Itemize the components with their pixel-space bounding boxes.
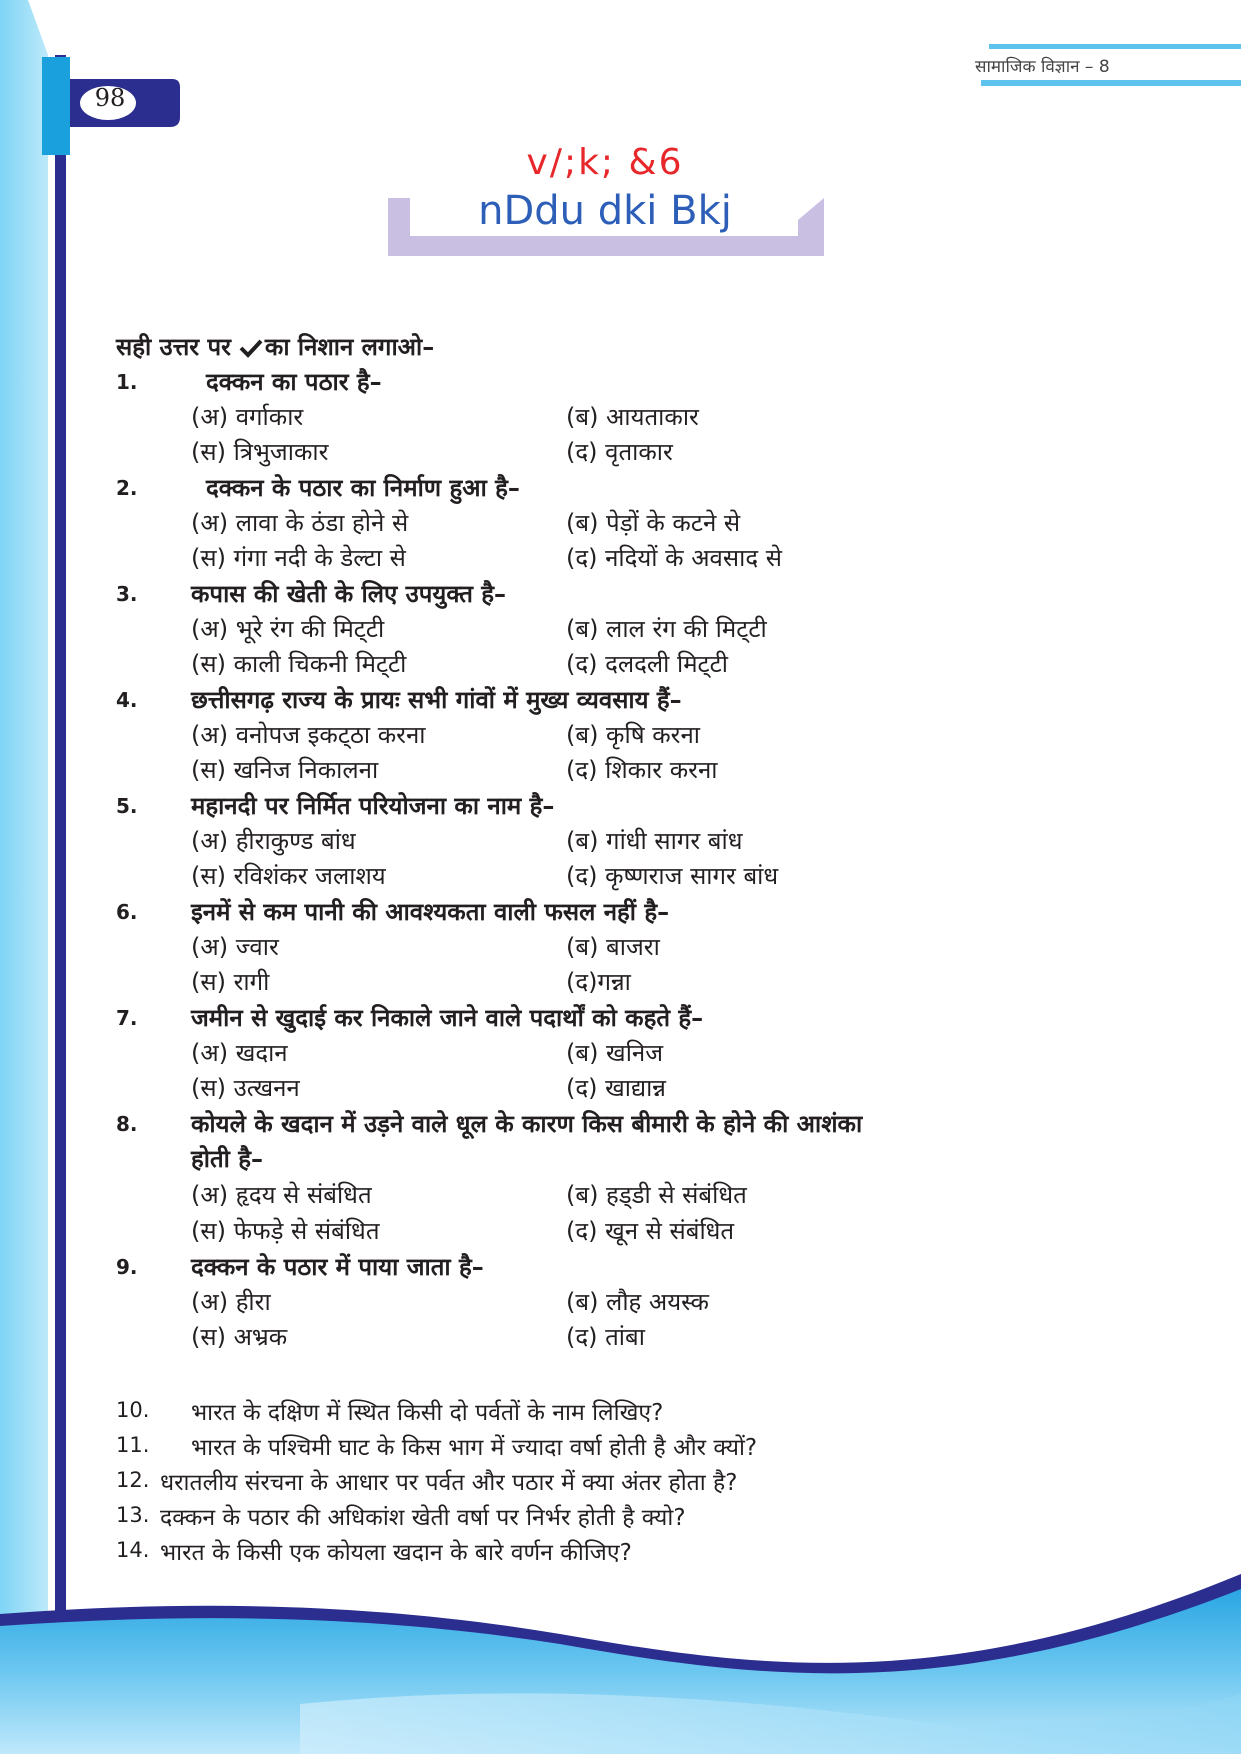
option-c: (स) रविशंकर जलाशय bbox=[191, 862, 386, 890]
option-a: (अ) ज्वार bbox=[191, 933, 279, 961]
option-d: (द) खून से संबंधित bbox=[566, 1217, 735, 1245]
option-d: (द) कृष्णराज सागर बांध bbox=[566, 862, 779, 890]
option-c: (स) अभ्रक bbox=[191, 1323, 288, 1351]
question-text: महानदी पर निर्मित परियोजना का नाम है– bbox=[191, 792, 555, 820]
question-text: धरातलीय संरचना के आधार पर पर्वत और पठार में क्या अंतर होता है? bbox=[160, 1470, 738, 1496]
page-number: 98 bbox=[94, 84, 126, 112]
option-b: (ब) बाजरा bbox=[566, 933, 660, 961]
option-c: (स) गंगा नदी के डेल्टा से bbox=[191, 544, 406, 572]
question-text: छत्तीसगढ़ राज्य के प्रायः सभी गांवों में मुख्य व्यवसाय हैं– bbox=[191, 686, 682, 714]
question-text: दक्कन के पठार की अधिकांश खेती वर्षा पर निर्भर होती है क्यो? bbox=[160, 1505, 686, 1531]
option-b: (ब) आयताकार bbox=[566, 403, 699, 431]
question-number: 2. bbox=[116, 476, 138, 500]
option-c: (स) फेफड़े से संबंधित bbox=[191, 1217, 380, 1245]
question-number: 8. bbox=[116, 1112, 138, 1136]
question-text: दक्कन के पठार का निर्माण हुआ है– bbox=[206, 474, 520, 502]
option-d: (द)गन्ना bbox=[566, 968, 631, 996]
header-subject: सामाजिक विज्ञान – 8 bbox=[975, 57, 1110, 77]
question-number: 3. bbox=[116, 582, 138, 606]
option-c: (स) काली चिकनी मिट्‌टी bbox=[191, 650, 407, 678]
chapter-title: nDdu dki Bkj bbox=[478, 188, 732, 234]
question-number: 11. bbox=[116, 1433, 150, 1457]
option-a: (अ) भूरे रंग की मिट्‌टी bbox=[191, 615, 385, 643]
question-text: दक्कन के पठार में पाया जाता है– bbox=[191, 1253, 484, 1281]
option-d: (द) शिकार करना bbox=[566, 756, 718, 784]
option-d: (द) खाद्यान्न bbox=[566, 1074, 666, 1102]
option-c: (स) उत्खनन bbox=[191, 1074, 300, 1102]
question-text-continued: होती है– bbox=[191, 1145, 263, 1173]
instruction-before: सही उत्तर पर bbox=[116, 333, 231, 361]
question-text: कपास की खेती के लिए उपयुक्त है– bbox=[191, 580, 506, 608]
option-a: (अ) खदान bbox=[191, 1039, 288, 1067]
option-a: (अ) हीराकुण्ड बांध bbox=[191, 827, 356, 855]
checkmark-icon bbox=[239, 338, 263, 358]
question-number: 5. bbox=[116, 794, 138, 818]
chapter-label: v/;k; &6 bbox=[526, 142, 684, 183]
option-a: (अ) हीरा bbox=[191, 1288, 271, 1316]
question-number: 10. bbox=[116, 1398, 150, 1422]
question-text: भारत के पश्चिमी घाट के किस भाग में ज्यादा वर्षा होती है और क्यों? bbox=[191, 1435, 758, 1461]
question-number: 7. bbox=[116, 1006, 138, 1030]
question-number: 6. bbox=[116, 900, 138, 924]
question-text: भारत के दक्षिण में स्थित किसी दो पर्वतों के नाम लिखिए? bbox=[191, 1400, 664, 1426]
option-c: (स) खनिज निकालना bbox=[191, 756, 379, 784]
option-a: (अ) लावा के ठंडा होने से bbox=[191, 509, 409, 537]
question-number: 1. bbox=[116, 370, 138, 394]
question-text: जमीन से खुदाई कर निकाले जाने वाले पदार्थों को कहते हैं– bbox=[191, 1004, 704, 1032]
option-a: (अ) वनोपज इकट्‌ठा करना bbox=[191, 721, 426, 749]
option-b: (ब) लाल रंग की मिट्‌टी bbox=[566, 615, 767, 643]
option-c: (स) रागी bbox=[191, 968, 270, 996]
left-border-decoration bbox=[0, 0, 80, 1754]
option-b: (ब) कृषि करना bbox=[566, 721, 700, 749]
option-d: (द) तांबा bbox=[566, 1323, 645, 1351]
question-number: 14. bbox=[116, 1538, 150, 1562]
option-b: (ब) गांधी सागर बांध bbox=[566, 827, 743, 855]
option-a: (अ) हृदय से संबंधित bbox=[191, 1181, 372, 1209]
question-text: भारत के किसी एक कोयला खदान के बारे वर्णन कीजिए? bbox=[160, 1540, 632, 1566]
instruction bbox=[116, 330, 434, 363]
option-b: (ब) खनिज bbox=[566, 1039, 664, 1067]
bottom-wave-decoration bbox=[0, 1544, 1241, 1754]
question-number: 13. bbox=[116, 1503, 150, 1527]
question-text: कोयले के खदान में उड़ने वाले धूल के कारण किस बीमारी के होने की आशंका bbox=[191, 1110, 863, 1138]
option-b: (ब) पेड़ों के कटने से bbox=[566, 509, 741, 537]
question-text: दक्कन का पठार है– bbox=[206, 368, 382, 396]
option-d: (द) नदियों के अवसाद से bbox=[566, 544, 782, 572]
option-c: (स) त्रिभुजाकार bbox=[191, 438, 329, 466]
option-d: (द) दलदली मिट्‌टी bbox=[566, 650, 728, 678]
option-d: (द) वृताकार bbox=[566, 438, 673, 466]
question-text: इनमें से कम पानी की आवश्यकता वाली फसल नहीं है– bbox=[191, 898, 670, 926]
question-number: 9. bbox=[116, 1255, 138, 1279]
question-number: 4. bbox=[116, 688, 138, 712]
instruction-after: का निशान लगाओ– bbox=[264, 333, 435, 361]
question-number: 12. bbox=[116, 1468, 150, 1492]
option-a: (अ) वर्गाकार bbox=[191, 403, 304, 431]
option-b: (ब) लौह अयस्क bbox=[566, 1288, 709, 1316]
option-b: (ब) हड्‌डी से संबंधित bbox=[566, 1181, 747, 1209]
